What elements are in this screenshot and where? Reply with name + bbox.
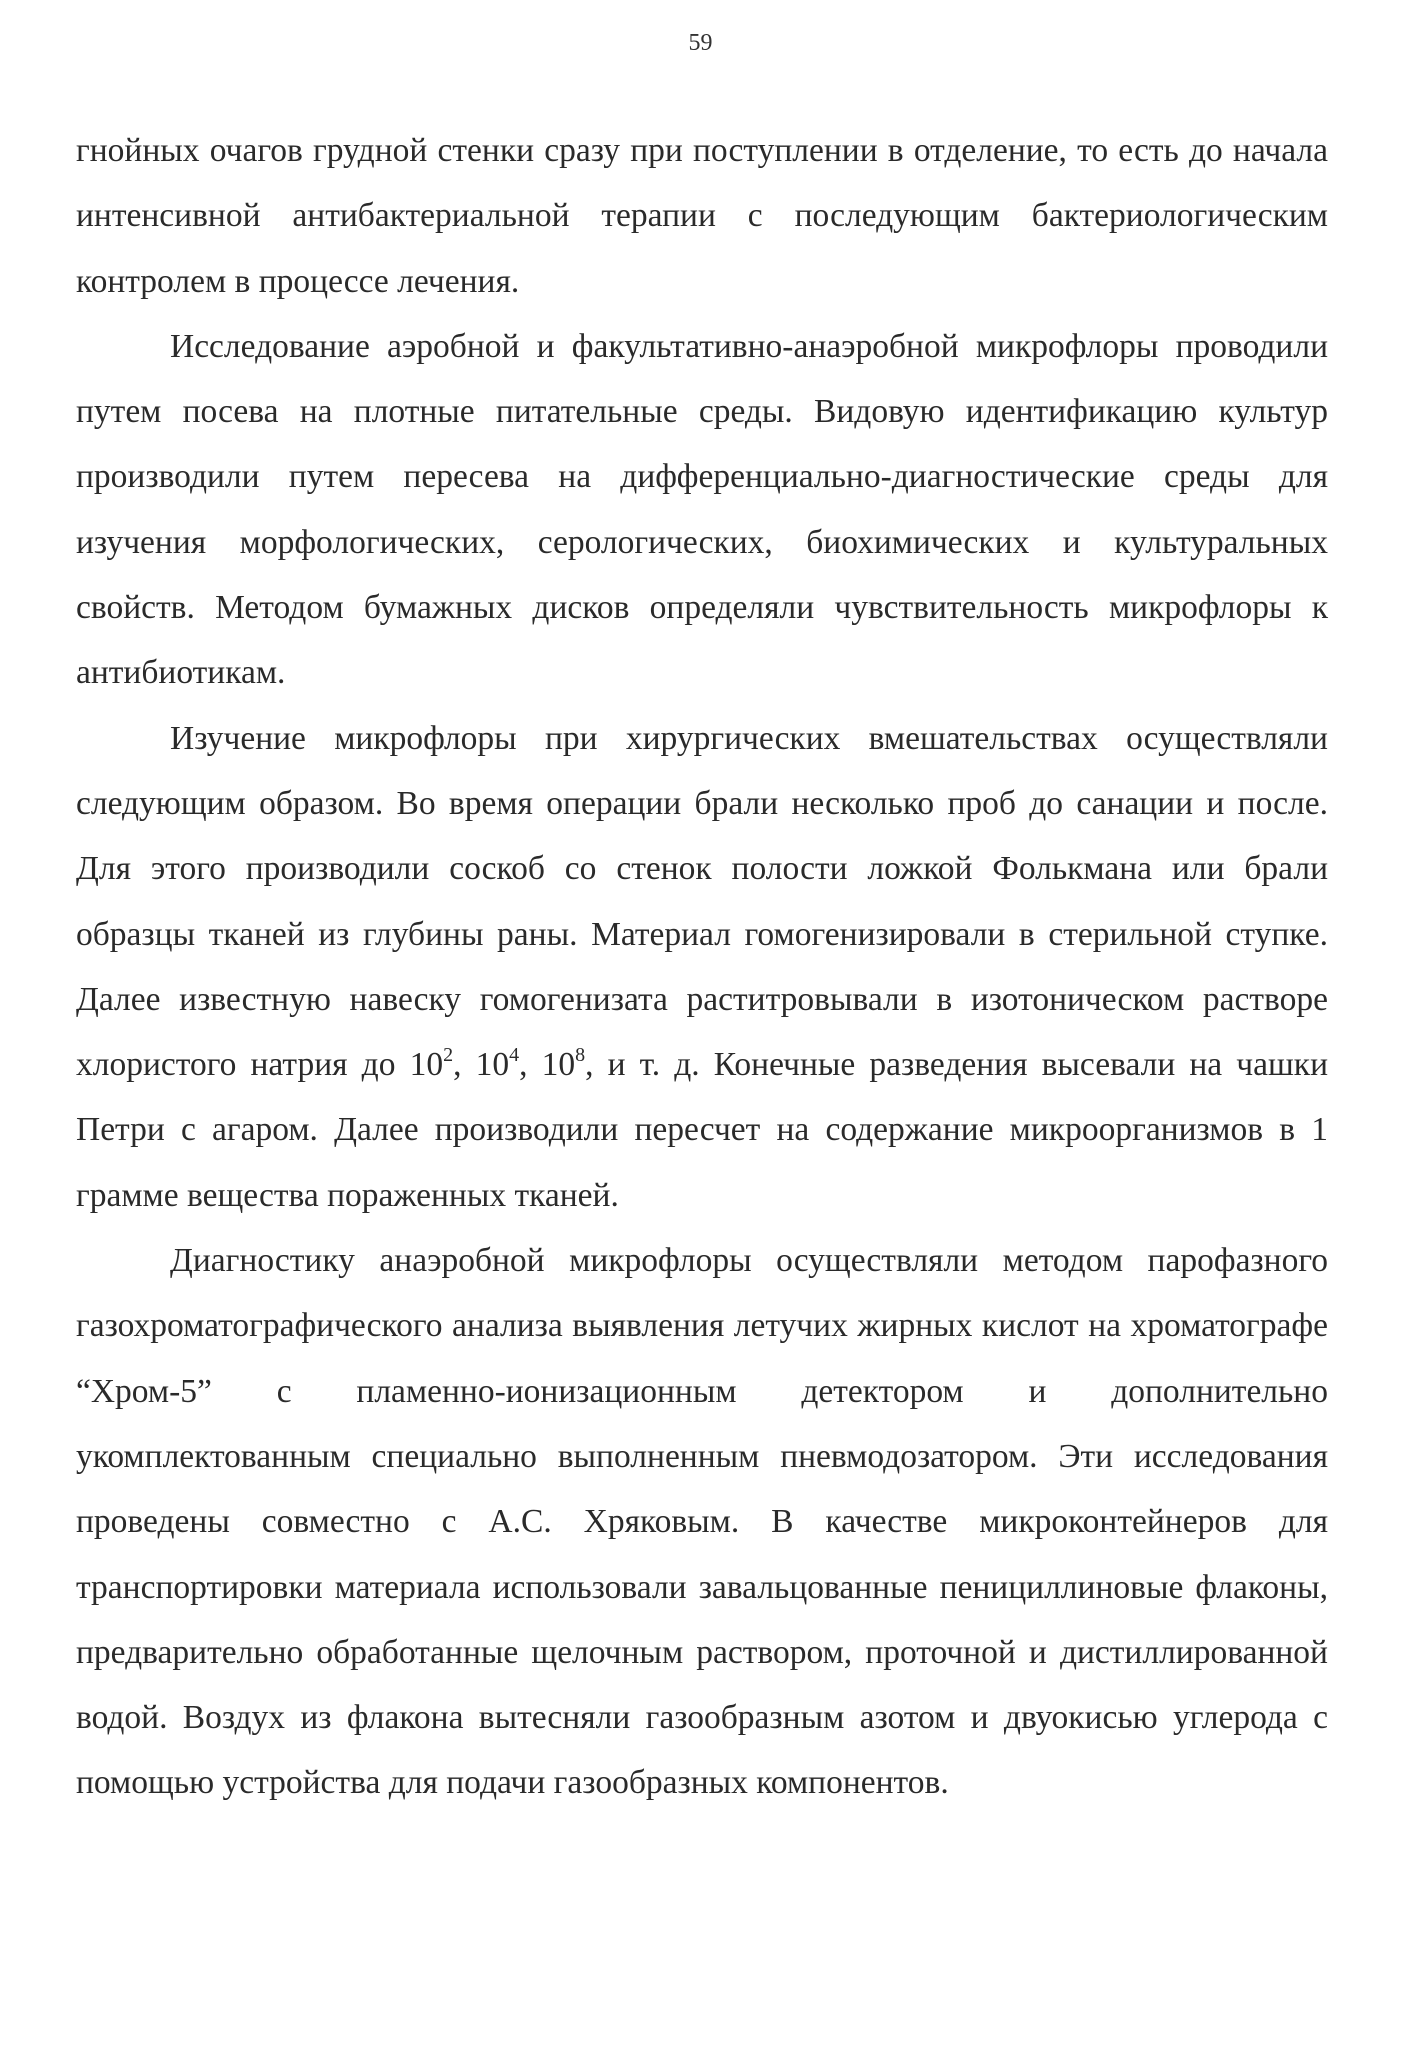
- paragraph-continuation: гнойных очагов грудной стенки сразу при поступлении в отделение, то есть до начала интенсивной антибактериальной терапии с последующим бактериологическим контролем в процессе лечения.: [76, 132, 1328, 300]
- paragraph-surgical-microflora: [76, 706, 1328, 1228]
- body-text: [76, 118, 1328, 1816]
- text-segment: , 10: [519, 1046, 576, 1084]
- paragraph-aerobic-study: Исследование аэробной и факультативно-анаэробной микрофлоры проводили путем посева на плотные питательные среды. Видовую идентификацию культур производили путем пересева на дифференциально-диагностические среды для изучения морфологических, серологических, биохимических и культуральных свойств. Методом бумажных дисков определяли чувствительность микрофлоры к антибиотикам.: [76, 327, 1328, 692]
- text-segment: Изучение микрофлоры при хирургических вмешательствах осуществляли следующим образом. Во время операции брали несколько проб до санации и после. Для этого производили соскоб со стенок полости ложкой Фолькмана или брали образцы тканей из глубины раны. Материал гомогенизировали в стерильной ступке. Далее известную навеску гомогенизата раститровывали в изотоническом растворе хлористого натрия до 10: [76, 719, 1328, 1084]
- text-segment: , и т. д. Конечные разведения высевали на чашки Петри с агаром. Далее производили пересчет на содержание микроорганизмов в 1 грамме вещества пораженных тканей.: [76, 1046, 1329, 1214]
- superscript-exponent: 2: [443, 1044, 454, 1066]
- superscript-exponent: 4: [509, 1044, 520, 1066]
- superscript-exponent: 8: [575, 1044, 586, 1066]
- page-number: 59: [688, 30, 713, 56]
- text-segment: , 10: [453, 1046, 510, 1084]
- paragraph-anaerobic-diagnostics: Диагностику анаэробной микрофлоры осуществляли методом парофазного газохроматографического анализа выявления летучих жирных кислот на хроматографе “Хром-5” с пламенно-ионизационным детектором и дополнительно укомплектованным специально выполненным пневмодозатором. Эти исследования проведены совместно с А.С. Хряковым. В качестве микроконтейнеров для транспортировки материала использовали завальцованные пенициллиновые флаконы, предварительно обработанные щелочным раствором, проточной и дистиллированной водой. Воздух из флакона вытесняли газообразным азотом и двуокисью углерода с помощью устройства для подачи газообразных компонентов.: [76, 1242, 1328, 1802]
